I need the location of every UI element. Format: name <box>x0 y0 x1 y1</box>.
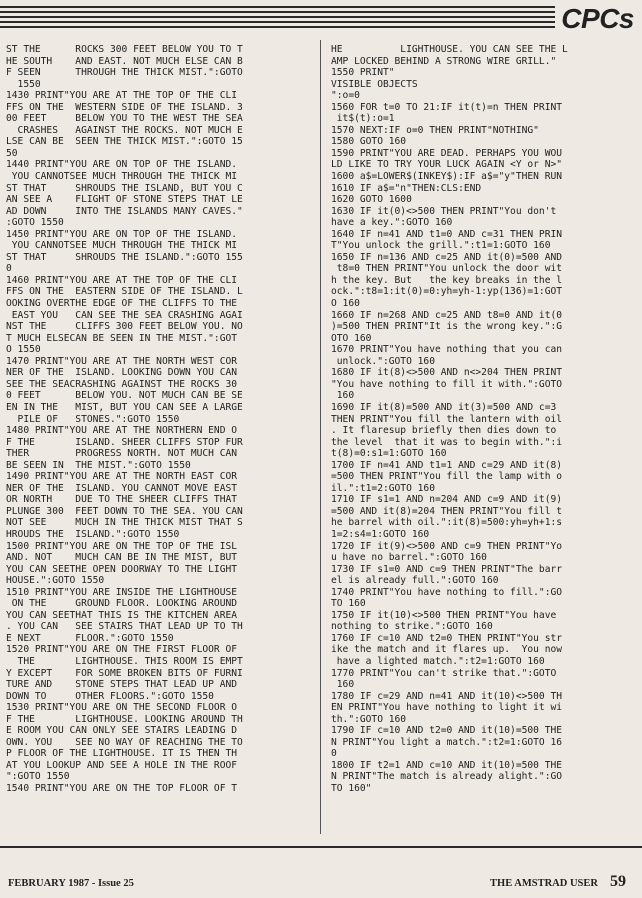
code-line: 1440 PRINT"YOU ARE ON TOP OF THE ISLAND. <box>6 159 238 171</box>
code-line: 1770 PRINT"You can't strike that.":GOTO <box>331 667 557 679</box>
code-line: 1760 IF c=10 AND t2=0 THEN PRINT"You str <box>331 632 563 644</box>
code-line: el is already full.":GOTO 160 <box>331 575 499 587</box>
code-line: AN SEE A FLIGHT OF STONE STEPS THAT LE <box>6 194 243 206</box>
code-line: 00 FEET BELOW YOU TO THE WEST THE SEA <box>6 113 243 125</box>
code-line: THEN PRINT"You fill the lantern with oil <box>331 413 563 425</box>
code-line: TO 160" <box>331 783 372 794</box>
code-line: YOU CANNOTSEE MUCH THROUGH THE THICK MI <box>6 240 238 252</box>
code-line: NST THE CLIFFS 300 FEET BELOW YOU. NO <box>6 321 243 333</box>
code-line: ":o=0 <box>331 90 360 102</box>
code-line: DOWN TO OTHER FLOORS.":GOTO 1550 <box>6 690 214 702</box>
code-line: 1550 PRINT" <box>331 67 395 79</box>
code-line: YOU CANNOTSEE MUCH THROUGH THE THICK MI <box>6 171 238 183</box>
code-line: LD LIKE TO TRY YOUR LUCK AGAIN <Y or N>" <box>331 159 563 171</box>
code-line: SEE THE SEACRASHING AGAINST THE ROCKS 30 <box>6 378 238 390</box>
code-line: T"You unlock the grill.":t1=1:GOTO 160 <box>331 240 551 252</box>
code-line: TURE AND STONE STEPS THAT LEAD UP AND <box>6 679 238 691</box>
code-line: 1780 IF c=29 AND n=41 AND it(10)<>500 TH <box>331 690 563 702</box>
code-line: O 1550 <box>6 344 41 356</box>
code-line: 1610 IF a$="n"THEN:CLS:END <box>331 182 482 194</box>
code-line: 1560 FOR t=0 TO 21:IF it(t)=n THEN PRINT <box>331 101 563 113</box>
code-line: 1600 a$=LOWER$(INKEY$):IF a$="y"THEN RUN <box>331 171 563 183</box>
code-line: "You have nothing to fill it with.":GOTO <box>331 378 563 390</box>
code-line: HROUDS THE ISLAND.":GOTO 1550 <box>6 528 180 540</box>
code-line: h the key. But the key breaks in the l <box>331 274 563 286</box>
code-line: 1710 IF s1=1 AND n=204 AND c=9 AND it(9) <box>331 494 563 506</box>
code-line: 1660 IF n=268 AND c=25 AND t8=0 AND it(0 <box>331 309 563 321</box>
code-line: 1800 IF t2=1 AND c=10 AND it(10)=500 THE <box>331 759 563 771</box>
code-line: . It flaresup briefly then dies down to <box>331 425 557 437</box>
code-line: 1700 IF n=41 AND t1=1 AND c=29 AND it(8) <box>331 459 563 471</box>
code-line: ike the match and it flares up. You now <box>331 644 563 656</box>
code-line: 1550 <box>6 78 41 90</box>
code-line: OTO 160 <box>331 332 372 344</box>
code-line: ":GOTO 1550 <box>6 771 70 783</box>
code-line: 1540 PRINT"YOU ARE ON THE TOP FLOOR OF T <box>6 783 238 794</box>
code-line: 1680 IF it(8)<>500 AND n<>204 THEN PRINT <box>331 367 563 379</box>
code-line: EN PRINT"You have nothing to light it wi <box>331 702 563 714</box>
code-line: NER OF THE ISLAND. LOOKING DOWN YOU CAN <box>6 367 238 379</box>
code-line: OWN. YOU SEE NO WAY OF REACHING THE TO <box>6 736 243 748</box>
code-line: Y EXCEPT FOR SOME BROKEN BITS OF FURNI <box>6 667 243 679</box>
footer-issue: FEBRUARY 1987 - Issue 25 <box>8 878 134 889</box>
footer-rule <box>0 846 642 848</box>
code-line: ock.":t8=1:it(0)=0:yh=yh-1:yp(136)=1:GOT <box>331 286 563 298</box>
code-line: 1470 PRINT"YOU ARE AT THE NORTH WEST COR <box>6 355 238 367</box>
listing-column-right <box>331 44 637 836</box>
code-line: N PRINT"The match is already alight.":GO <box>331 771 563 783</box>
code-line: AND. NOT MUCH CAN BE IN THE MIST, BUT <box>6 552 238 564</box>
code-line: 1500 PRINT"YOU ARE ON THE TOP OF THE ISL <box>6 540 238 552</box>
code-line: 1750 IF it(10)<>500 THEN PRINT"You have <box>331 609 557 621</box>
footer-magazine: THE AMSTRAD USER <box>490 878 598 889</box>
code-line: OOKING OVERTHE EDGE OF THE CLIFFS TO THE <box>6 298 238 310</box>
code-line: . YOU CAN SEE STAIRS THAT LEAD UP TO TH <box>6 621 243 633</box>
code-line: E ROOM YOU CAN ONLY SEE STAIRS LEADING D <box>6 725 238 737</box>
code-line: F THE ISLAND. SHEER CLIFFS STOP FUR <box>6 436 243 448</box>
code-line: have a lighted match.":t2=1:GOTO 160 <box>331 655 545 667</box>
header-rules <box>0 6 555 32</box>
code-line: he barrel with oil.":it(8)=500:yh=yh+1:s <box>331 517 563 529</box>
code-line: NER OF THE ISLAND. YOU CANNOT MOVE EAST <box>6 482 238 494</box>
code-line: nothing to strike.":GOTO 160 <box>331 621 493 633</box>
code-line: ST THAT SHROUDS THE ISLAND.":GOTO 155 <box>6 251 243 263</box>
code-line: 1730 IF s1=0 AND c=9 THEN PRINT"The barr <box>331 563 563 575</box>
listing-column-left <box>6 44 312 836</box>
code-line: PLUNGE 300 FEET DOWN TO THE SEA. YOU CAN <box>6 505 243 517</box>
code-line: HE SOUTH AND EAST. NOT MUCH ELSE CAN B <box>6 55 243 67</box>
code-line: 1590 PRINT"YOU ARE DEAD. PERHAPS YOU WOU <box>331 147 563 159</box>
code-line: 0 <box>6 263 12 275</box>
code-line: N PRINT"You light a match.":t2=1:GOTO 16 <box>331 736 563 748</box>
code-line: O 160 <box>331 298 360 310</box>
code-line: 1620 GOTO 1600 <box>331 194 412 206</box>
code-line: T MUCH ELSECAN BE SEEN IN THE MIST.":GOT <box>6 332 238 344</box>
code-line: :GOTO 1550 <box>6 217 64 229</box>
code-line: F THE LIGHTHOUSE. LOOKING AROUND TH <box>6 713 243 725</box>
code-line: 1740 PRINT"You have nothing to fill.":GO <box>331 586 563 598</box>
code-line: P FLOOR OF THE LIGHTHOUSE. IT IS THEN TH <box>6 748 238 760</box>
code-line: NOT SEE MUCH IN THE THICK MIST THAT S <box>6 517 243 529</box>
code-line: OR NORTH DUE TO THE SHEER CLIFFS THAT <box>6 494 238 506</box>
code-line: u have no barrel.":GOTO 160 <box>331 552 487 564</box>
code-line: 1460 PRINT"YOU ARE AT THE TOP OF THE CLI <box>6 274 238 286</box>
code-line: HE LIGHTHOUSE. YOU CAN SEE THE L <box>331 44 568 55</box>
code-line: 1480 PRINT"YOU ARE AT THE NORTHERN END O <box>6 425 238 437</box>
code-line: 1570 NEXT:IF o=0 THEN PRINT"NOTHING" <box>331 124 539 136</box>
code-line: 1720 IF it(9)<>500 AND c=9 THEN PRINT"Yo <box>331 540 563 552</box>
code-line: ST THAT SHROUDS THE ISLAND, BUT YOU C <box>6 182 243 194</box>
code-line: CRASHES AGAINST THE ROCKS. NOT MUCH E <box>6 124 243 136</box>
code-line: FFS ON THE EASTERN SIDE OF THE ISLAND. L <box>6 286 243 298</box>
code-line: PILE OF STONES.":GOTO 1550 <box>6 413 180 425</box>
code-line: AD DOWN INTO THE ISLANDS MANY CAVES." <box>6 205 243 217</box>
code-line: ST THE ROCKS 300 FEET BELOW YOU TO T <box>6 44 243 55</box>
code-line: LSE CAN BE SEEN THE THICK MIST.":GOTO 15 <box>6 136 243 148</box>
page-number: 59 <box>610 873 626 890</box>
code-line: the level that it was to begin with.":i <box>331 436 563 448</box>
code-line: 1450 PRINT"YOU ARE ON TOP OF THE ISLAND. <box>6 228 238 240</box>
code-line: HOUSE.":GOTO 1550 <box>6 575 105 587</box>
code-line: 1=2:s4=1:GOTO 160 <box>331 528 430 540</box>
code-line: il.":t1=2:GOTO 160 <box>331 482 435 494</box>
code-line: 160 <box>331 390 355 402</box>
code-line: t8=0 THEN PRINT"You unlock the door wit <box>331 263 563 275</box>
code-line: 1520 PRINT"YOU ARE ON THE FIRST FLOOR OF <box>6 644 238 656</box>
code-line: THE LIGHTHOUSE. THIS ROOM IS EMPT <box>6 655 243 667</box>
code-line: 1510 PRINT"YOU ARE INSIDE THE LIGHTHOUSE <box>6 586 238 598</box>
code-line: unlock.":GOTO 160 <box>331 355 435 367</box>
code-line: YOU CAN SEETHE OPEN DOORWAY TO THE LIGHT <box>6 563 238 575</box>
code-line: 1530 PRINT"YOU ARE ON THE SECOND FLOOR O <box>6 702 238 714</box>
code-line: EAST YOU CAN SEE THE SEA CRASHING AGAI <box>6 309 243 321</box>
code-line: 1630 IF it(0)<>500 THEN PRINT"You don't <box>331 205 557 217</box>
code-line: YOU CAN SEETHAT THIS IS THE KITCHEN AREA <box>6 609 238 621</box>
code-line: 1650 IF n=136 AND c=25 AND it(0)=500 AND <box>331 251 563 263</box>
code-line: 0 <box>331 748 337 760</box>
code-line: 1670 PRINT"You have nothing that you can <box>331 344 563 356</box>
code-line: BE SEEN IN THE MIST.":GOTO 1550 <box>6 459 191 471</box>
code-line: 0 FEET BELOW YOU. NOT MUCH CAN BE SE <box>6 390 243 402</box>
code-line: th.":GOTO 160 <box>331 713 407 725</box>
code-line: 50 <box>6 147 18 159</box>
code-line: FFS ON THE WESTERN SIDE OF THE ISLAND. 3 <box>6 101 243 113</box>
code-line: E NEXT FLOOR.":GOTO 1550 <box>6 632 174 644</box>
code-line: =500 THEN PRINT"You fill the lamp with o <box>331 471 563 483</box>
code-line: t(8)=0:s1=1:GOTO 160 <box>331 448 447 460</box>
code-line: =500 AND it(8)=204 THEN PRINT"You fill t <box>331 505 563 517</box>
code-line: 1790 IF c=10 AND t2=0 AND it(10)=500 THE <box>331 725 563 737</box>
code-line: AT YOU LOOKUP AND SEE A HOLE IN THE ROOF <box>6 759 238 771</box>
code-line: 1690 IF it(8)=500 AND it(3)=500 AND c=3 <box>331 401 557 413</box>
code-line: AMP LOCKED BEHIND A STRONG WIRE GRILL." <box>331 55 557 67</box>
code-line: 1490 PRINT"YOU ARE AT THE NORTH EAST COR <box>6 471 238 483</box>
code-line: 1580 GOTO 160 <box>331 136 407 148</box>
code-line: F SEEN THROUGH THE THICK MIST.":GOTO <box>6 67 243 79</box>
code-line: EN IN THE MIST, BUT YOU CAN SEE A LARGE <box>6 401 243 413</box>
code-line: ON THE GROUND FLOOR. LOOKING AROUND <box>6 598 238 610</box>
code-line: TO 160 <box>331 598 366 610</box>
code-line: have a key.":GOTO 160 <box>331 217 453 229</box>
code-line: THER PROGRESS NORTH. NOT MUCH CAN <box>6 448 238 460</box>
code-line: 160 <box>331 679 355 691</box>
column-divider <box>320 40 321 834</box>
code-line: 1640 IF n=41 AND t1=0 AND c=31 THEN PRIN <box>331 228 563 240</box>
section-title: CPCs <box>561 3 634 34</box>
code-line: VISIBLE OBJECTS <box>331 78 418 90</box>
code-line: 1430 PRINT"YOU ARE AT THE TOP OF THE CLI <box>6 90 238 102</box>
code-line: )=500 THEN PRINT"It is the wrong key.":G <box>331 321 563 333</box>
code-line: it$(t):o=1 <box>331 113 395 125</box>
